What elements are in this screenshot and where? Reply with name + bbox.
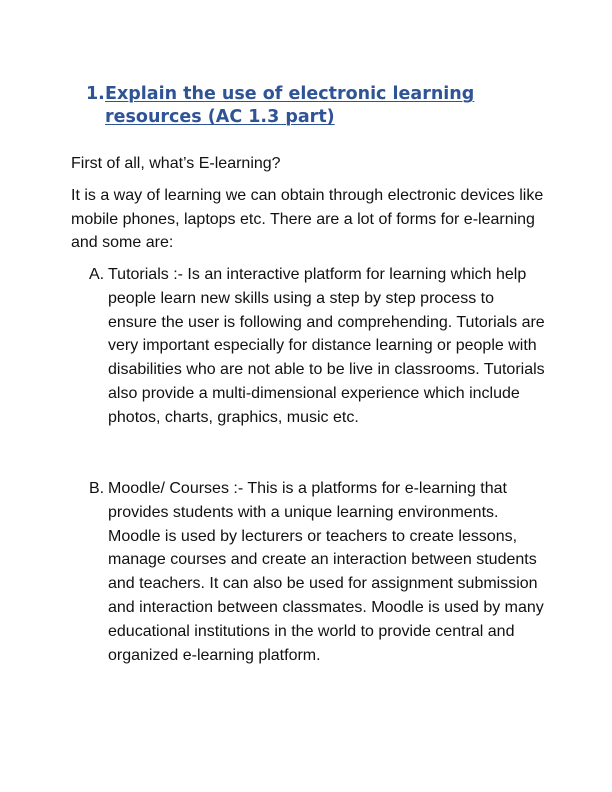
intro-paragraph: It is a way of learning we can obtain through electronic devices like mobile phones, laptops etc. There are a lot of forms for e-learning and some are: bbox=[71, 187, 544, 251]
list-item-tutorials bbox=[89, 263, 549, 430]
list-item-moodle bbox=[89, 477, 549, 667]
list-item-text: Moodle/ Courses :- This is a platforms for e-learning that provides students with a unique learning environments. Moodle is used by lecturers or teachers to create lessons, manage courses and create an interaction between students and teachers. It can also be used for assignment submission and interaction between classmates. Moodle is used by many educational institutions in the world to provide central and organized e-learning platform. bbox=[108, 480, 544, 664]
list-item-text: Tutorials :- Is an interactive platform for learning which help people learn new skills using a step by step process to ensure the user is following and comprehending. Tutorials are very important especially for distance learning or people with disabilities who are not able to be live in classrooms. Tutorials also provide a multi-dimensional experience which include photos, charts, graphics, music etc. bbox=[108, 266, 545, 426]
intro-question: First of all, what’s E-learning? bbox=[71, 155, 281, 172]
list-marker: A. bbox=[89, 266, 105, 283]
heading-title: Explain the use of electronic learning resources (AC 1.3 part) bbox=[105, 84, 475, 127]
heading-number: 1. bbox=[86, 84, 105, 104]
list-marker: B. bbox=[89, 480, 105, 497]
section-heading bbox=[86, 83, 526, 129]
